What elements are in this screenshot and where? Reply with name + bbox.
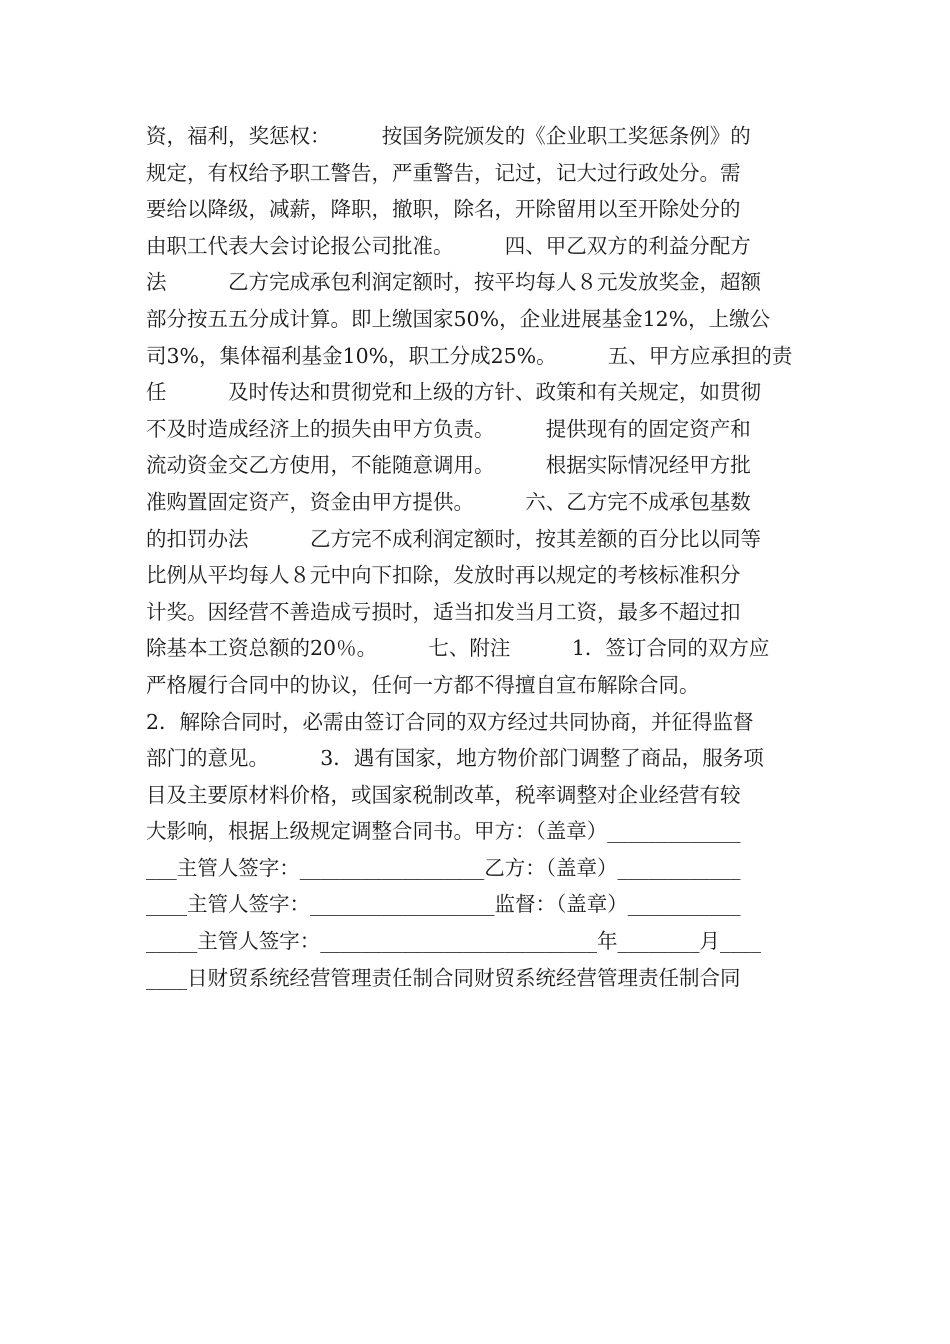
text-line: 法 乙方完成承包利润定额时，按平均每人８元发放奖金，超额 [146,270,761,295]
text-line: 流动资金交乙方使用，不能随意调用。 根据实际情况经甲方批 [146,453,751,478]
text-line: 目及主要原材料价格，或国家税制改革，税率调整对企业经营有较 [146,782,741,807]
text-line: 2．解除合同时，必需由签订合同的双方经过共同协商，并征得监督 [146,709,754,734]
text-line: 不及时造成经济上的损失由甲方负责。 提供现有的固定资产和 [146,416,751,441]
text-line: 准购置固定资产，资金由甲方提供。 六、乙方完不成承包基数 [146,489,751,514]
text-line: 资，福利，奖惩权： 按国务院颁发的《企业职工奖惩条例》的 [146,124,751,148]
text-line: 任 及时传达和贯彻党和上级的方针、政策和有关规定，如贯彻 [146,380,761,405]
text-line: 严格履行合同中的协议，任何一方都不得擅自宣布解除合同。 [146,672,700,697]
text-line: 规定，有权给予职工警告，严重警告，记过，记大过行政处分。需 [146,160,741,185]
text-line: 的扣罚办法 乙方完不成利润定额时，按其差额的百分比以同等 [146,526,761,551]
text-line: 除基本工资总额的20％。 七、附注 1．签订合同的双方应 [146,636,770,661]
signature-line-supervisor: ____主管人签字：__________________监督：（盖章）___________ [146,892,741,917]
text-line: ____日财贸系统经营管理责任制合同财贸系统经营管理责任制合同 [146,965,741,990]
text-line: 要给以降级，减薪，降职，撤职，除名，开除留用以至开除处分的 [146,197,741,222]
contract-body-text [146,118,806,996]
text-line: 计奖。因经营不善造成亏损时，适当扣发当月工资，最多不超过扣 [146,599,741,624]
text-line: 比例从平均每人８元中向下扣除，发放时再以规定的考核标准积分 [146,563,741,588]
signature-line-date: _____主管人签字：___________________________年________月____ [146,929,761,954]
signature-line-party-b: ___主管人签字：__________________乙方：（盖章）____________ [146,855,741,880]
text-line: 部门的意见。 3．遇有国家，地方物价部门调整了商品，服务项 [146,746,764,771]
text-line: 司3%，集体福利基金10%，职工分成25%。 五、甲方应承担的责 [146,343,793,368]
text-line: 由职工代表大会讨论报公司批准。 四、甲乙双方的利益分配方 [146,233,751,258]
text-line: 部分按五五分成计算。即上缴国家50%，企业进展基金12%，上缴公 [146,306,771,331]
signature-line-party-a: 大影响，根据上级规定调整合同书。甲方：（盖章）_____________ [146,819,741,844]
